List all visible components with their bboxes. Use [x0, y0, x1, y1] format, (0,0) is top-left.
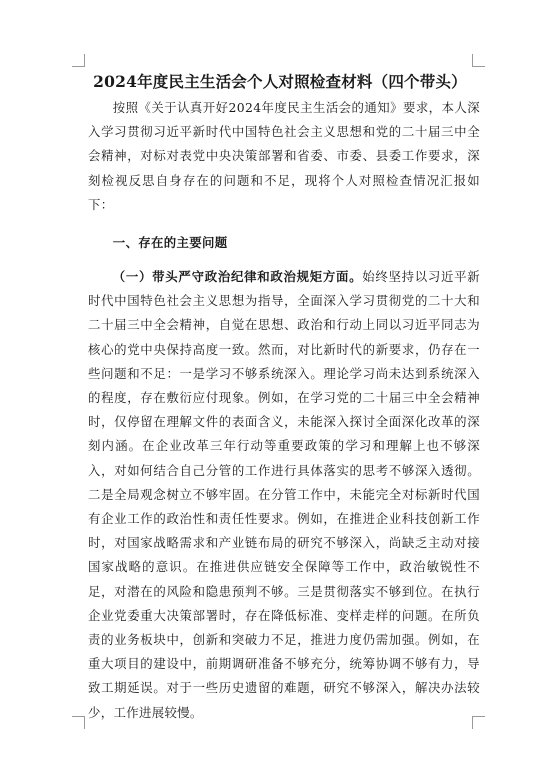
section-1-body: 始终坚持以习近平新时代中国特色社会主义思想为指导，全面深入学习贯彻党的二十大和二十届三中全会精神，自觉在思想、政治和行动上同以习近平同志为核心的党中央保持高度一致。然而，对比新时代的新要求，仍存在一些问题和不足：一是学习不够系统深入。理论学习尚未达到系统深入的程度，存在敷衍应付现象。例如，在学习党的二十届三中全会精神时，仅停留在理解文件的表面含义，未能深入探讨全面深化改革的深刻内涵。在企业改革三年行动等重要政策的学习和理解上也不够深入，对如何结合自己分管的工作进行具体落实的思考不够深入透彻。二是全局观念树立不够牢固。在分管工作中，未能完全对标新时代国有企业工作的政治性和责任性要求。例如，在推进企业科技创新工作时，对国家战略需求和产业链布局的研究不够深入，尚缺乏主动对接国家战略的意识。在推进供应链安全保障等工作中，政治敏锐性不足，对潜在的风险和隐患预判不够。三是贯彻落实不够到位。在执行企业党委重大决策部署时，存在降低标准、变样走样的问题。在所负责的业务板块中，创新和突破力不足，推进力度仍需加强。例如，在重大项目的建设中，前期调研准备不够充分，统筹协调不够有力，导致工期延误。对于一些历史遗留的难题，研究不够深入，解决办法较少，工作进展较慢。: [88, 269, 480, 720]
page-corner-mark-top-left: [72, 54, 85, 67]
intro-paragraph: 按照《关于认真开好2024年度民主生活会的通知》要求，本人深入学习贯彻习近平新时代中国特色社会主义思想和党的二十届三中全会精神，对标对表党中央决策部署和省委、市委、县委工作要求，深刻检视反思自身存在的问题和不足，现将个人对照检查情况汇报如下：: [88, 100, 480, 212]
section-heading: 一、存在的主要问题: [112, 235, 228, 250]
page-corner-mark-bottom-left: [72, 716, 85, 729]
page-corner-mark-top-right: [472, 54, 485, 67]
document-title: 2024年度民主生活会个人对照检查材料（四个带头）: [93, 72, 467, 91]
section-1-lead: （一）带头严守政治纪律和政治规矩方面。: [112, 269, 363, 284]
section-1-paragraph: [88, 265, 480, 725]
